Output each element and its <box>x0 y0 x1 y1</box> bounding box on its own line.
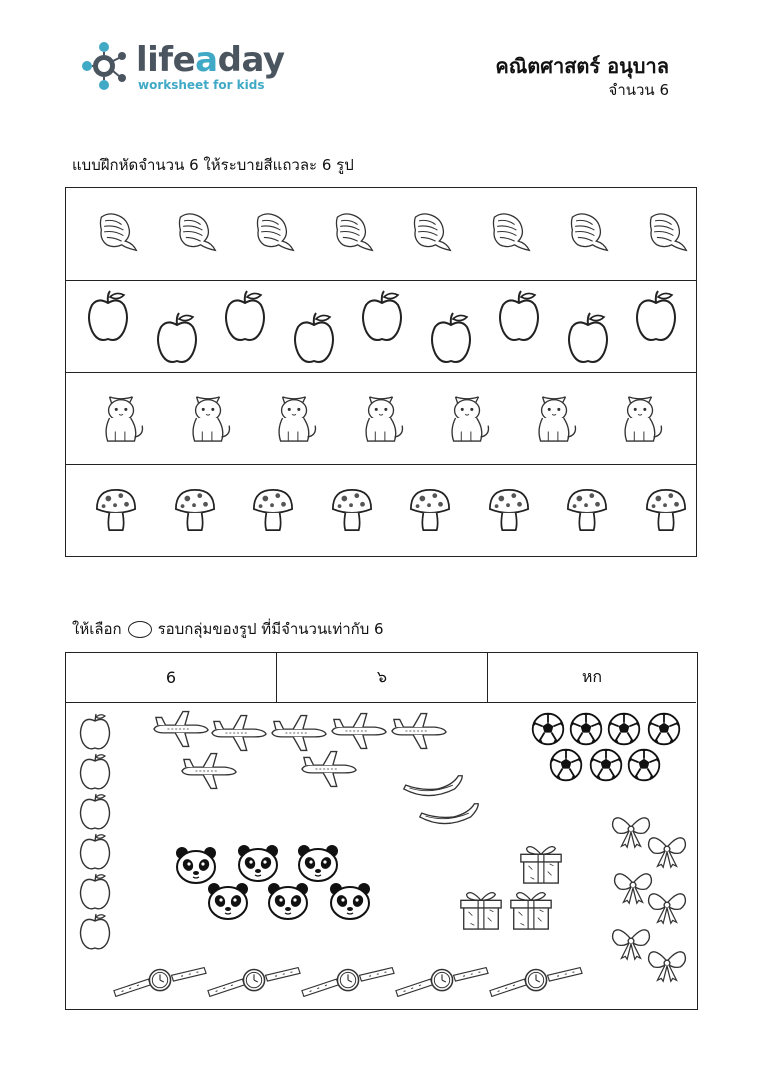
cat-icon <box>617 387 665 449</box>
logo-tagline: worksheet for kids <box>138 78 265 92</box>
cat-icon <box>98 387 146 449</box>
watch-icon <box>488 967 584 997</box>
mushroom-icon <box>94 485 138 535</box>
panda-icon <box>328 881 372 921</box>
logo-wordmark: lifeaday <box>136 40 285 80</box>
gift-box-icon <box>506 883 556 931</box>
apple-icon <box>566 311 610 367</box>
watch-icon <box>300 967 396 997</box>
counting-groups-box <box>65 652 698 1010</box>
shell-icon <box>251 208 297 254</box>
column-header-thai-word: หก <box>487 653 696 703</box>
soccer-ball-icon <box>568 711 604 747</box>
apple-icon <box>429 311 473 367</box>
banana-icon <box>416 799 482 833</box>
shell-icon <box>644 208 690 254</box>
apple-icon <box>78 791 112 831</box>
apple-icon <box>78 871 112 911</box>
mushroom-icon <box>330 485 374 535</box>
apple-icon <box>292 311 336 367</box>
apple-icon <box>86 289 130 345</box>
airplane-icon <box>270 713 328 753</box>
cat-icon <box>271 387 319 449</box>
shell-icon <box>565 208 611 254</box>
shell-icon <box>94 208 140 254</box>
watch-icon <box>394 967 490 997</box>
airplane-icon <box>390 711 448 751</box>
coloring-rows-box <box>65 187 697 557</box>
mushroom-icon <box>487 485 531 535</box>
apple-icon <box>78 751 112 791</box>
apple-icon <box>78 911 112 951</box>
airplane-icon <box>330 711 388 751</box>
column-header-thai-numeral: ๖ <box>276 653 487 703</box>
cat-icon <box>185 387 233 449</box>
panda-icon <box>266 881 310 921</box>
shell-icon <box>173 208 219 254</box>
worksheet-title: คณิตศาสตร์ อนุบาล <box>495 54 669 78</box>
shell-icon <box>408 208 454 254</box>
exercise1-instruction: แบบฝึกหัดจำนวน 6 ให้ระบายสีแถวละ 6 รูป <box>72 156 354 174</box>
soccer-ball-icon <box>588 747 624 783</box>
worksheet-subtitle: จำนวน 6 <box>608 81 669 99</box>
watch-icon <box>112 967 208 997</box>
shell-row <box>66 188 696 280</box>
panda-icon <box>206 881 250 921</box>
panda-icon <box>296 843 340 883</box>
cat-icon <box>444 387 492 449</box>
shell-icon <box>487 208 533 254</box>
airplane-icon <box>210 713 268 753</box>
apple-icon <box>360 289 404 345</box>
gift-box-icon <box>516 837 566 885</box>
instruction-text-after: รอบกลุ่มของรูป ที่มีจำนวนเท่ากับ 6 <box>157 620 384 638</box>
apple-row <box>66 280 696 372</box>
column-header-arabic: 6 <box>66 653 276 703</box>
apple-icon <box>155 311 199 367</box>
apple-icon <box>497 289 541 345</box>
bow-icon <box>646 833 688 869</box>
apple-icon <box>78 711 112 751</box>
cat-icon <box>358 387 406 449</box>
circle-symbol-icon <box>128 621 152 638</box>
soccer-ball-icon <box>626 747 662 783</box>
mushroom-icon <box>408 485 452 535</box>
soccer-ball-icon <box>548 747 584 783</box>
logo-molecule-icon <box>82 40 134 92</box>
airplane-icon <box>300 749 358 789</box>
instruction-text-before: ให้เลือก <box>72 620 122 638</box>
cat-row <box>66 372 696 464</box>
apple-icon <box>223 289 267 345</box>
soccer-ball-icon <box>606 711 642 747</box>
cat-icon <box>531 387 579 449</box>
bow-icon <box>646 889 688 925</box>
apple-icon <box>634 289 678 345</box>
mushroom-icon <box>251 485 295 535</box>
exercise2-instruction <box>72 617 384 641</box>
mushroom-row <box>66 464 696 558</box>
mushroom-icon <box>644 485 688 535</box>
airplane-icon <box>180 751 238 791</box>
airplane-icon <box>152 709 210 749</box>
mushroom-icon <box>173 485 217 535</box>
soccer-ball-icon <box>646 711 682 747</box>
mushroom-icon <box>565 485 609 535</box>
gift-box-icon <box>456 883 506 931</box>
picture-groups-area <box>66 703 696 1008</box>
panda-icon <box>174 845 218 885</box>
lifeaday-logo <box>82 38 285 98</box>
panda-icon <box>236 843 280 883</box>
apple-icon <box>78 831 112 871</box>
watch-icon <box>206 967 302 997</box>
shell-icon <box>330 208 376 254</box>
bow-icon <box>646 947 688 983</box>
soccer-ball-icon <box>530 711 566 747</box>
